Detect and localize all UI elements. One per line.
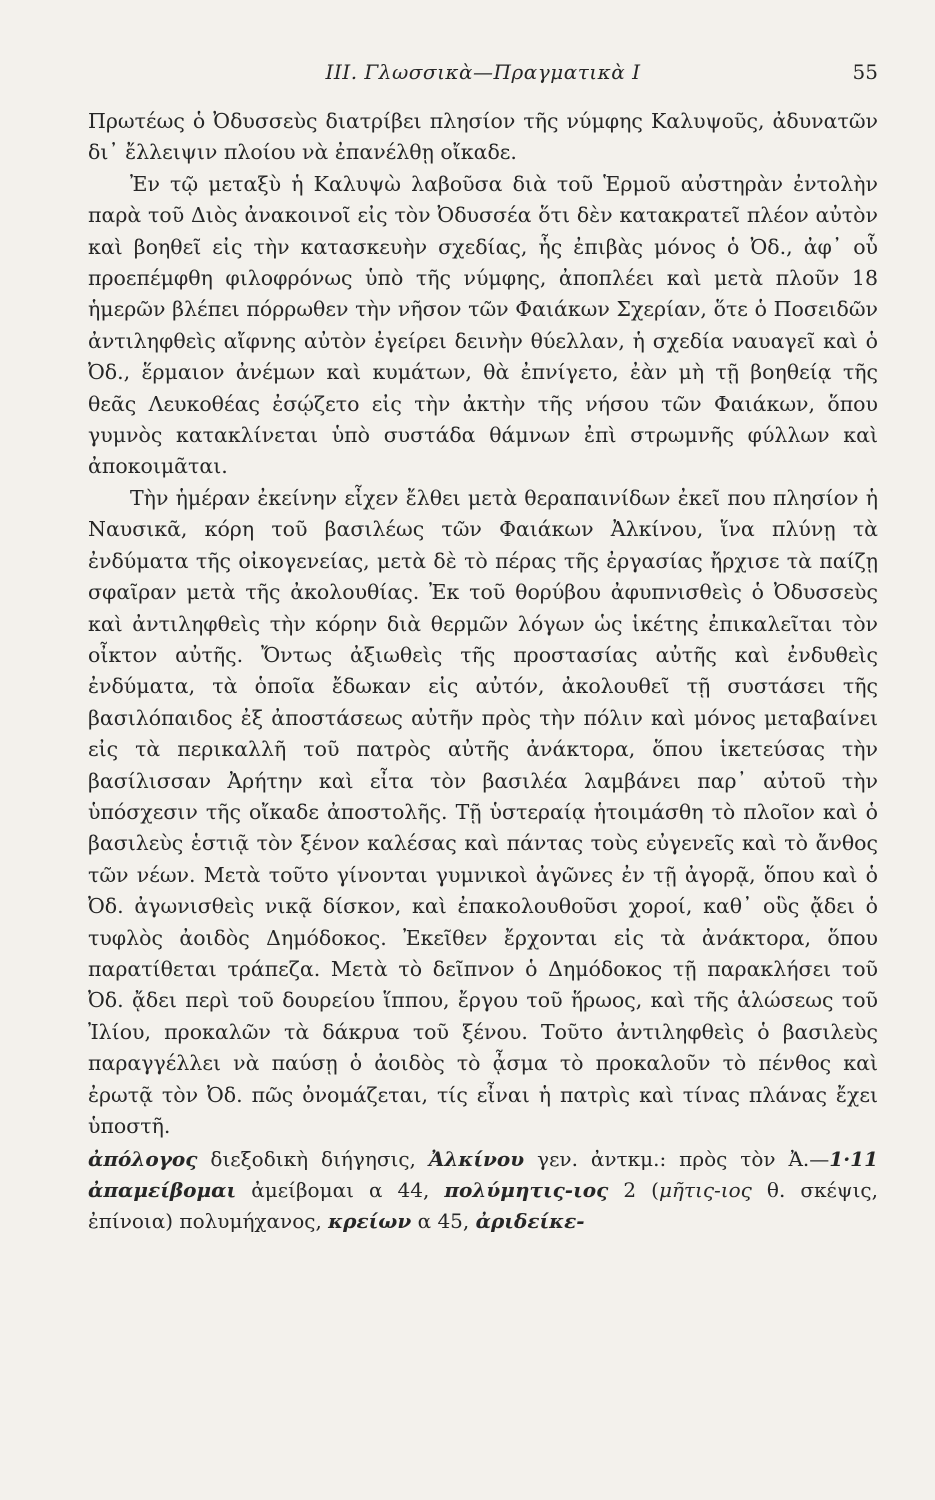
lemma: ἀπόλογος: [88, 1147, 198, 1172]
paragraph: Ἐν τῷ μεταξὺ ἡ Καλυψὼ λαβοῦσα διὰ τοῦ Ἑρμοῦ αὐστηρὰν ἐντολὴν παρὰ τοῦ Διὸς ἀνακοινοῖ εἰς τὸν Ὀδυσσέα ὅτι δὲν κατακρατεῖ πλέον αὐτὸν καὶ βοηθεῖ εἰς τὴν κατασκευὴν σχεδίας, ἧς ἐπιβὰς μόνος ὁ Ὀδ., ἀφ᾽ οὗ προεπέμφθη φιλοφρόνως ὑπὸ τῆς νύμφης, ἀποπλέει καὶ μετὰ πλοῦν 18 ἡμερῶν βλέπει πόρρωθεν τὴν νῆσον τῶν Φαιάκων Σχερίαν, ὅτε ὁ Ποσειδῶν ἀντιληφθεὶς αἴφνης αὐτὸν ἐγείρει δεινὴν θύελλαν, ἡ σχεδία ναυαγεῖ καὶ ὁ Ὀδ., ἕρμαιον ἀνέμων καὶ κυμάτων, θὰ ἐπνίγετο, ἐὰν μὴ τῇ βοηθείᾳ τῆς θεᾶς Λευκοθέας ἐσῴζετο εἰς τὴν ἀκτὴν τῆς νήσου τῶν Φαιάκων, ὅπου γυμνὸς κατακλίνεται ὑπὸ συστάδα θάμνων ἐπὶ στρωμνῆς φύλλων καὶ ἀποκοιμᾶται.: [88, 171, 878, 479]
lemma: ἀριδείκε-: [475, 1209, 585, 1233]
note-text: ἀμείβομαι α 44,: [236, 1178, 445, 1203]
page-header: [88, 60, 878, 106]
lemma: Ἀλκίνου: [428, 1147, 525, 1172]
paragraph-continued: Πρωτέως ὁ Ὀδυσσεὺς διατρίβει πλησίον τῆς νύμφης Καλυψοῦς, ἀδυνατῶν δι᾽ ἔλλειψιν πλοίου νὰ ἐπανέλθῃ οἴκαδε.: [88, 109, 878, 165]
italic-term: μῆτις-ιος: [658, 1178, 752, 1203]
commentary-notes: [88, 1144, 878, 1236]
running-head: ΙΙΙ. Γλωσσικὰ—Πραγματικὰ Ι: [325, 60, 641, 84]
note-text: θ. σκέψις, ἐπίνοια) πολυμήχανος,: [88, 1178, 878, 1233]
verse-reference: 1·11: [829, 1147, 879, 1172]
page-number: 55: [852, 60, 878, 84]
lemma: ἀπαμείβομαι: [88, 1178, 237, 1203]
lemma: πολύμητις-ιος: [444, 1178, 609, 1203]
note-text: 2 (: [608, 1178, 659, 1203]
paragraph: Τὴν ἡμέραν ἐκείνην εἶχεν ἔλθει μετὰ θεραπαινίδων ἐκεῖ που πλησίον ἡ Ναυσικᾶ, κόρη τοῦ βασιλέως τῶν Φαιάκων Ἀλκίνου, ἵνα πλύνῃ τὰ ἐνδύματα τῆς οἰκογενείας, μετὰ δὲ τὸ πέρας τῆς ἐργασίας ἤρχισε τὰ παίζῃ σφαῖραν μετὰ τῆς ἀκολουθίας. Ἐκ τοῦ θορύβου ἀφυπνισθεὶς ὁ Ὀδυσσεὺς καὶ ἀντιληφθεὶς τὴν κόρην διὰ θερμῶν λόγων ὡς ἱκέτης ἐπικαλεῖται τὸν οἶκτον αὐτῆς. Ὄντως ἀξιωθεὶς τῆς προστασίας αὐτῆς καὶ ἐνδυθεὶς ἐνδύματα, τὰ ὁποῖα ἔδωκαν εἰς αὐτόν, ἀκολουθεῖ τῇ συστάσει τῆς βασιλόπαιδος ἐξ ἀποστάσεως αὐτῆν πρὸς τὴν πόλιν καὶ μόνος μεταβαίνει εἰς τὰ περικαλλῆ τοῦ πατρὸς αὐτῆς ἀνάκτορα, ὅπου ἱκετεύσας τὴν βασίλισσαν Ἀρήτην καὶ εἶτα τὸν βασιλέα λαμβάνει παρ᾽ αὐτοῦ τὴν ὑπόσχεσιν τῆς οἴκαδε ἀποστολῆς. Τῇ ὑστεραίᾳ ἡτοιμάσθη τὸ πλοῖον καὶ ὁ βασιλεὺς ἑστιᾷ τὸν ξένον καλέσας καὶ πάντας τοὺς εὐγενεῖς καὶ τὸ ἄνθος τῶν νέων. Μετὰ τοῦτο γίνονται γυμνικοὶ ἀγῶνες ἐν τῇ ἀγορᾷ, ὅπου καὶ ὁ Ὀδ. ἀγωνισθεὶς νικᾷ δίσκον, καὶ ἐπακολουθοῦσι χοροί, καθ᾽ οὓς ᾄδει ὁ τυφλὸς ἀοιδὸς Δημόδοκος. Ἐκεῖθεν ἔρχονται εἰς τὰ ἀνάκτορα, ὅπου παρατίθεται τράπεζα. Μετὰ τὸ δεῖπνον ὁ Δημόδοκος τῇ παρακλήσει τοῦ Ὀδ. ᾄδει περὶ τοῦ δουρείου ἵππου, ἔργου τοῦ ἥρωος, καὶ τῆς ἁλώσεως τοῦ Ἰλίου, προκαλῶν τὰ δάκρυα τοῦ ξένου. Τοῦτο ἀντιληφθεὶς ὁ βασιλεὺς παραγγέλλει νὰ παύσῃ ὁ ἀοιδὸς τὸ ᾆσμα τὸ προκαλοῦν τὸ πένθος καὶ ἐρωτᾷ τὸν Ὀδ. πῶς ὀνομάζεται, τίς εἶναι ἡ πατρὶς καὶ τίνας πλάνας ἔχει ὑποστῆ.: [88, 485, 878, 1138]
book-page: [88, 60, 878, 1480]
lemma: κρείων: [328, 1209, 412, 1233]
note-text: α 45,: [411, 1209, 476, 1233]
note-text: γεν. ἀντκμ.: πρὸς τὸν Ἀ.—: [524, 1147, 830, 1172]
note-text: διεξοδικὴ διήγησις,: [197, 1147, 429, 1172]
main-text: [88, 106, 878, 1142]
